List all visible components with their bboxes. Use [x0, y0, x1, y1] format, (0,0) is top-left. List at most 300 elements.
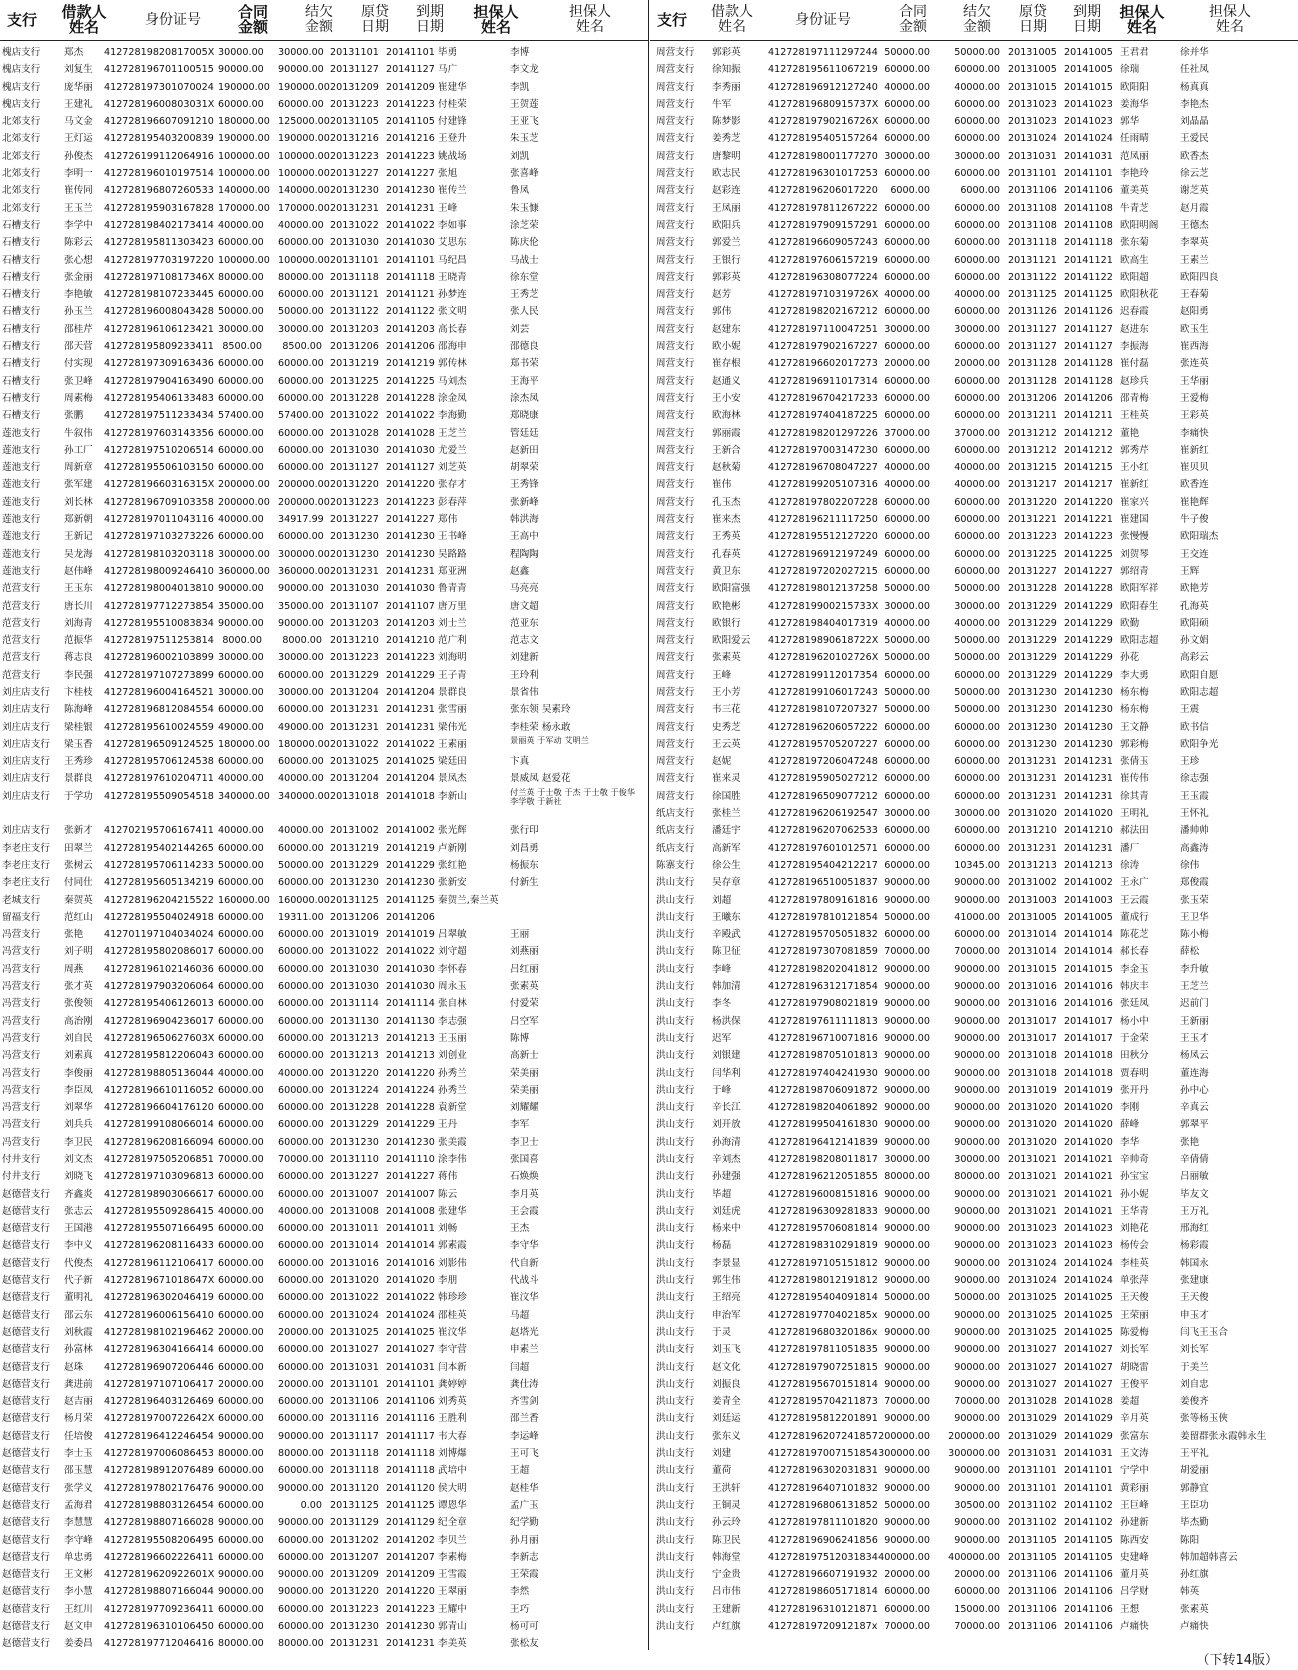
table-row	[650, 1030, 1298, 1047]
cell-branch: 洪山支行	[656, 1378, 695, 1390]
cell-loan-date: 20131101	[330, 47, 379, 58]
cell-branch: 李老庄支行	[2, 877, 50, 889]
cell-guarantor-2: 王杰	[510, 1223, 530, 1235]
cell-branch: 赵德营支行	[2, 1448, 50, 1460]
cell-guarantor-2: 赵桂华	[510, 1482, 539, 1494]
cell-balance: 20000.00	[954, 1569, 1000, 1581]
table-row	[650, 632, 1298, 649]
cell-borrower: 刘银建	[712, 1050, 741, 1062]
cell-branch: 洪山支行	[656, 1292, 695, 1304]
cell-id-number: 412728197904163490	[104, 375, 214, 387]
cell-id-number: 412728199108066014	[104, 1119, 214, 1131]
cell-balance: 60000.00	[278, 1361, 324, 1373]
table-row	[0, 442, 648, 459]
cell-borrower: 史秀芝	[712, 721, 741, 733]
cell-balance: 90000.00	[954, 1032, 1000, 1044]
cell-borrower: 陈海峰	[64, 704, 93, 716]
cell-branch: 洪山支行	[656, 1240, 695, 1252]
cell-branch: 赵德营支行	[2, 1517, 50, 1529]
cell-guarantor-2: 牛子俊	[1180, 514, 1209, 526]
cell-guarantor-1: 郝法田	[1120, 825, 1149, 837]
cell-borrower: 崔伟	[712, 479, 732, 491]
cell-guarantor-1: 张富东	[1120, 1430, 1149, 1442]
cell-loan-date: 20131106	[330, 1396, 379, 1408]
cell-due-date: 20141227	[386, 514, 435, 526]
cell-borrower: 崔传同	[64, 185, 93, 197]
cell-contract-amount: 90000.00	[884, 1378, 930, 1390]
cell-due-date: 20141209	[386, 1569, 435, 1581]
cell-guarantor-1: 陈云	[438, 1188, 458, 1200]
cell-guarantor-2: 孔海英	[1180, 600, 1209, 612]
cell-id-number: 412728197703197220	[104, 254, 214, 266]
cell-guarantor-1: 孙秀兰	[438, 1067, 467, 1079]
cell-id-number: 412728198107207327	[768, 704, 878, 716]
cell-loan-date: 20131118	[330, 1448, 379, 1460]
cell-borrower: 邵玉慧	[64, 1465, 93, 1477]
cell-loan-date: 20131231	[330, 721, 379, 733]
cell-guarantor-1: 郭彩梅	[1120, 738, 1149, 750]
cell-borrower: 孙云玲	[712, 1517, 741, 1529]
cell-loan-date: 20131027	[330, 1344, 379, 1356]
cell-branch: 范营支行	[2, 583, 41, 595]
cell-due-date: 20141229	[1064, 617, 1113, 629]
cell-due-date: 20141203	[386, 617, 435, 629]
cell-due-date: 20141023	[1064, 1223, 1113, 1235]
cell-guarantor-1: 欧阳阳	[1120, 81, 1149, 93]
cell-borrower: 孔春英	[712, 548, 741, 560]
cell-due-date: 20141216	[386, 133, 435, 145]
cell-contract-amount: 60000.00	[218, 981, 264, 993]
cell-guarantor-1: 郑伟	[438, 514, 458, 526]
cell-branch: 周营支行	[656, 116, 695, 128]
table-row	[650, 1376, 1298, 1393]
cell-contract-amount: 180000.00	[218, 738, 270, 750]
cell-guarantor-2: 孙文娟	[1180, 635, 1209, 647]
cell-guarantor-1: 尤爱兰	[438, 444, 467, 456]
table-row	[0, 1220, 648, 1237]
cell-branch: 赵德营支行	[2, 1378, 50, 1390]
cell-due-date: 20141105	[1064, 1534, 1113, 1546]
cell-balance: 90000.00	[954, 1482, 1000, 1494]
cell-guarantor-1: 崔汶华	[438, 1326, 467, 1338]
cell-due-date: 20141230	[1064, 738, 1113, 750]
cell-id-number: 412728196208116433	[104, 1240, 214, 1252]
cell-branch: 周营支行	[656, 496, 695, 508]
cell-borrower: 陈梦影	[712, 116, 741, 128]
cell-id-number: 412728195405157264	[768, 133, 878, 145]
cell-borrower: 郑新朝	[64, 514, 93, 526]
cell-due-date: 20141229	[386, 669, 435, 681]
cell-branch: 周营支行	[656, 219, 695, 231]
table-row	[650, 649, 1298, 666]
cell-loan-date: 20131212	[1008, 427, 1057, 439]
cell-balance: 60000.00	[278, 98, 324, 110]
cell-balance: 60000.00	[954, 271, 1000, 283]
cell-loan-date: 20131224	[330, 1084, 379, 1096]
cell-branch: 周营支行	[656, 185, 695, 197]
cell-borrower: 王云英	[712, 738, 741, 750]
cell-id-number: 412728195605134219	[104, 877, 214, 889]
cell-balance: 90000.00	[954, 1517, 1000, 1529]
cell-due-date: 20141212	[1064, 444, 1113, 456]
cell-borrower: 王国港	[64, 1223, 93, 1235]
cell-guarantor-1: 王桂英	[1120, 410, 1149, 422]
table-row	[0, 61, 648, 78]
table-row	[0, 546, 648, 563]
cell-loan-date: 20131230	[330, 548, 379, 560]
table-row	[650, 1047, 1298, 1064]
cell-guarantor-1: 王素丽	[438, 738, 467, 750]
cell-loan-date: 20131213	[330, 1050, 379, 1062]
cell-id-number: 412728196309281833	[768, 1205, 878, 1217]
cell-branch: 老城支行	[2, 894, 41, 906]
cell-loan-date: 20131223	[330, 98, 379, 110]
cell-contract-amount: 30000.00	[218, 47, 264, 58]
cell-loan-date: 20131023	[1008, 116, 1057, 128]
cell-loan-date: 20131028	[1008, 1396, 1057, 1408]
cell-id-number: 412728197003147230	[768, 444, 878, 456]
table-row	[0, 252, 648, 269]
cell-guarantor-1: 姚战场	[438, 150, 467, 162]
cell-balance: 60000.00	[278, 1275, 324, 1287]
cell-loan-date: 20131101	[1008, 1482, 1057, 1494]
cell-id-number: 412728196212051855	[768, 1171, 878, 1183]
table-row	[650, 1514, 1298, 1531]
cell-borrower: 孙工厂	[64, 444, 93, 456]
cell-balance: 30000.00	[954, 808, 1000, 820]
cell-borrower: 刘晓飞	[64, 1171, 93, 1183]
cell-borrower: 王小芳	[712, 686, 741, 698]
table-row	[0, 1583, 648, 1600]
cell-guarantor-2: 郭翠平	[1180, 1119, 1209, 1131]
cell-borrower: 邵桂芹	[64, 323, 93, 335]
cell-due-date: 20141101	[386, 47, 435, 58]
cell-borrower: 刘开放	[712, 1119, 741, 1131]
cell-guarantor-2: 崔贝贝	[1180, 462, 1209, 474]
cell-contract-amount: 30000.00	[884, 1154, 930, 1165]
cell-loan-date: 20131229	[330, 859, 379, 871]
cell-guarantor-2: 吕丽敏	[1180, 1171, 1209, 1183]
cell-loan-date: 20131127	[330, 64, 379, 76]
cell-balance: 50000.00	[954, 635, 1000, 647]
cell-guarantor-1: 刘影伟	[438, 1257, 467, 1269]
cell-balance: 90000.00	[954, 1015, 1000, 1027]
cell-guarantor-1: 李怀春	[438, 963, 467, 975]
cell-balance: 30000.00	[954, 600, 1000, 612]
table-row	[0, 459, 648, 476]
cell-borrower: 张艳	[64, 929, 84, 941]
cell-balance: 15000.00	[954, 1603, 1000, 1615]
cell-guarantor-1: 马刘杰	[438, 375, 467, 387]
cell-guarantor-1: 孙梦连	[438, 289, 467, 301]
cell-balance: 50000.00	[954, 583, 1000, 595]
cell-loan-date: 20131031	[330, 1361, 379, 1373]
table-row	[0, 995, 648, 1012]
table-row	[0, 373, 648, 390]
table-row	[650, 943, 1298, 960]
cell-balance: 100000.00	[278, 168, 330, 180]
cell-loan-date: 20131020	[1008, 1136, 1057, 1148]
cell-borrower: 李学中	[64, 219, 93, 231]
cell-balance: 90000.00	[278, 583, 324, 595]
cell-branch: 莲池支行	[2, 548, 41, 560]
table-header-left	[0, 0, 648, 41]
table-row	[650, 321, 1298, 338]
cell-guarantor-2: 王臣功	[1180, 1499, 1209, 1511]
cell-balance: 60000.00	[954, 738, 1000, 750]
cell-balance: 180000.00	[278, 738, 330, 750]
cell-contract-amount: 60000.00	[884, 202, 930, 214]
cell-balance: 34917.99	[278, 514, 324, 526]
cell-branch: 周营支行	[656, 635, 695, 647]
cell-balance: 80000.00	[954, 1171, 1000, 1183]
cell-loan-date: 20131228	[1008, 583, 1057, 595]
cell-balance: 60000.00	[954, 392, 1000, 404]
table-row	[650, 61, 1298, 78]
cell-due-date: 20141020	[1064, 1136, 1113, 1148]
table-row	[650, 546, 1298, 563]
cell-borrower: 姜青全	[712, 1396, 741, 1408]
cell-due-date: 20141230	[1064, 721, 1113, 733]
cell-loan-date: 20131018	[1008, 1050, 1057, 1062]
cell-guarantor-1: 张自林	[438, 998, 467, 1010]
cell-balance: 0.00	[300, 1499, 322, 1511]
cell-branch: 周营支行	[656, 686, 695, 698]
cell-id-number: 412728195509286415	[104, 1205, 214, 1217]
cell-branch: 冯营支行	[2, 1119, 41, 1131]
cell-loan-date: 20131202	[330, 1534, 379, 1546]
cell-loan-date: 20131016	[1008, 998, 1057, 1010]
cell-contract-amount: 90000.00	[884, 1067, 930, 1079]
cell-guarantor-1: 郭华	[1120, 116, 1140, 128]
cell-branch: 周营支行	[656, 323, 695, 335]
cell-contract-amount: 60000.00	[218, 1136, 264, 1148]
cell-borrower: 闫华利	[712, 1067, 741, 1079]
cell-loan-date: 20131209	[330, 81, 379, 93]
cell-loan-date: 20131007	[330, 1188, 379, 1200]
cell-balance: 60000.00	[278, 877, 324, 889]
cell-balance: 100000.00	[278, 254, 330, 266]
cell-branch: 刘庄店支行	[2, 721, 50, 733]
cell-id-number: 412728195404212217	[768, 859, 878, 871]
cell-id-number: 412728198912076489	[104, 1465, 214, 1477]
cell-id-number: 412728197811051835	[768, 1344, 878, 1356]
cell-loan-date: 20131108	[1008, 219, 1057, 231]
table-row	[0, 1099, 648, 1116]
cell-branch: 周营支行	[656, 202, 695, 214]
table-row	[0, 476, 648, 493]
cell-guarantor-1: 韦大春	[438, 1430, 467, 1442]
cell-guarantor-2: 唐文超	[510, 600, 539, 612]
cell-balance: 60000.00	[278, 1050, 324, 1062]
table-row	[650, 390, 1298, 407]
cell-borrower: 崔来灵	[712, 773, 741, 785]
cell-branch: 周营支行	[656, 133, 695, 145]
cell-contract-amount: 60000.00	[218, 1102, 264, 1114]
cell-branch: 周营支行	[656, 168, 695, 180]
cell-contract-amount: 90000.00	[884, 1465, 930, 1477]
cell-id-number: 41272819790216726X	[768, 116, 879, 128]
cell-loan-date: 20131121	[330, 289, 379, 301]
cell-balance: 60000.00	[954, 254, 1000, 266]
cell-balance: 60000.00	[954, 410, 1000, 422]
cell-due-date: 20141211	[1064, 410, 1113, 422]
table-row	[650, 286, 1298, 303]
cell-id-number: 412728198404017319	[768, 617, 878, 629]
cell-loan-date: 20131019	[1008, 1084, 1057, 1096]
cell-guarantor-2: 王荣霞	[510, 1569, 539, 1581]
cell-balance: 20000.00	[278, 1378, 324, 1390]
cell-id-number: 412728196907206446	[104, 1361, 214, 1373]
table-row	[650, 719, 1298, 736]
cell-guarantor-2: 胡翠荣	[510, 462, 539, 474]
cell-id-number: 412728197610204711	[104, 773, 214, 785]
cell-balance: 40000.00	[954, 289, 1000, 301]
cell-contract-amount: 49000.00	[218, 721, 264, 733]
cell-id-number: 41272819720912187x	[768, 1621, 878, 1633]
cell-loan-date: 20131030	[330, 583, 379, 595]
cell-balance: 60000.00	[278, 1551, 324, 1563]
cell-borrower: 陈卫征	[712, 946, 741, 958]
cell-balance: 60000.00	[954, 306, 1000, 318]
cell-contract-amount: 90000.00	[884, 1326, 930, 1338]
cell-balance: 400000.00	[948, 1551, 1000, 1563]
cell-branch: 槐店支行	[2, 98, 41, 110]
cell-balance: 60000.00	[954, 721, 1000, 733]
table-row	[650, 978, 1298, 995]
cell-borrower: 于学功	[64, 790, 93, 802]
cell-balance: 90000.00	[278, 1482, 324, 1494]
cell-id-number: 412728196304166414	[104, 1344, 214, 1356]
cell-guarantor-1: 郭秀芹	[1120, 444, 1149, 456]
cell-contract-amount: 60000.00	[218, 375, 264, 387]
table-row	[650, 1082, 1298, 1099]
cell-due-date: 20141025	[1064, 1309, 1113, 1321]
cell-contract-amount: 90000.00	[884, 1084, 930, 1096]
table-row	[0, 667, 648, 684]
cell-branch: 周营支行	[656, 790, 695, 802]
cell-contract-amount: 70000.00	[884, 1621, 930, 1633]
cell-due-date: 20141005	[1064, 64, 1113, 76]
cell-contract-amount: 60000.00	[218, 669, 264, 681]
cell-borrower: 潘廷宇	[712, 825, 741, 837]
cell-id-number: 41272819620102726X	[768, 652, 879, 664]
cell-contract-amount: 100000.00	[218, 254, 270, 266]
cell-borrower: 郭生伟	[712, 1275, 741, 1287]
cell-guarantor-1: 张文明	[438, 306, 467, 318]
cell-guarantor-1: 韩珍珍	[438, 1292, 467, 1304]
cell-loan-date: 20131106	[1008, 1603, 1057, 1615]
cell-branch: 北郊支行	[2, 133, 41, 145]
cell-balance: 80000.00	[278, 1638, 324, 1650]
cell-loan-date: 20131101	[1008, 1465, 1057, 1477]
table-row	[650, 1480, 1298, 1497]
cell-loan-date: 20131229	[1008, 617, 1057, 629]
cell-balance: 30000.00	[278, 323, 324, 335]
cell-guarantor-2: 荣美丽	[510, 1067, 539, 1079]
cell-guarantor-1: 赵进东	[1120, 323, 1149, 335]
cell-branch: 北郊支行	[2, 168, 41, 180]
cell-borrower: 秦贺英	[64, 894, 93, 906]
cell-branch: 周营支行	[656, 756, 695, 768]
cell-balance: 50000.00	[954, 652, 1000, 664]
cell-balance: 60000.00	[278, 998, 324, 1010]
table-row	[0, 269, 648, 286]
cell-guarantor-1: 刘士兰	[438, 617, 467, 629]
cell-borrower: 张心想	[64, 254, 93, 266]
cell-due-date: 20141025	[1064, 1292, 1113, 1304]
cell-due-date: 20141229	[1064, 635, 1113, 647]
cell-borrower: 王曦东	[712, 911, 741, 923]
cell-contract-amount: 90000.00	[884, 894, 930, 906]
cell-contract-amount: 60000.00	[884, 1586, 930, 1598]
cell-balance: 170000.00	[278, 202, 330, 214]
cell-id-number: 412728196008151816	[768, 1188, 878, 1200]
cell-loan-date: 20131108	[1008, 202, 1057, 214]
cell-balance: 90000.00	[954, 981, 1000, 993]
cell-loan-date: 20131216	[330, 133, 379, 145]
cell-loan-date: 20131106	[1008, 1586, 1057, 1598]
cell-guarantor-2: 李月英	[510, 1188, 539, 1200]
cell-loan-date: 20131014	[1008, 946, 1057, 958]
cell-due-date: 20141231	[1064, 756, 1113, 768]
cell-due-date: 20141030	[386, 981, 435, 993]
table-row	[650, 269, 1298, 286]
cell-loan-date: 20131118	[1008, 237, 1057, 249]
cell-loan-date: 20131116	[330, 1413, 379, 1425]
cell-loan-date: 20131022	[330, 1292, 379, 1304]
cell-branch: 莲池支行	[2, 514, 41, 526]
table-row	[0, 390, 648, 407]
table-row	[650, 217, 1298, 234]
cell-loan-date: 20131021	[1008, 1171, 1057, 1183]
cell-due-date: 20141210	[386, 635, 435, 647]
cell-due-date: 20141220	[386, 1586, 435, 1598]
cell-id-number: 412728195705051832	[768, 929, 878, 941]
cell-due-date: 20141231	[1064, 842, 1113, 854]
cell-guarantor-2: 孟广玉	[510, 1499, 539, 1511]
cell-guarantor-2: 李卫士	[510, 1136, 539, 1148]
cell-contract-amount: 60000.00	[884, 565, 930, 577]
cell-id-number: 412728197802176476	[104, 1482, 214, 1494]
table-row	[650, 200, 1298, 217]
table-row	[0, 1082, 648, 1099]
cell-guarantor-1: 王子青	[438, 669, 467, 681]
cell-guarantor-1: 欧阳军祥	[1120, 583, 1159, 595]
cell-branch: 范营支行	[2, 635, 41, 647]
cell-balance: 60000.00	[278, 375, 324, 387]
table-row	[650, 1134, 1298, 1151]
cell-due-date: 20141231	[386, 202, 435, 214]
cell-balance: 90000.00	[954, 894, 1000, 906]
cell-guarantor-1: 董月英	[1120, 1569, 1149, 1581]
cell-due-date: 20141025	[386, 1326, 435, 1338]
cell-id-number: 412728197404241930	[768, 1067, 878, 1079]
cell-loan-date: 20131130	[330, 1015, 379, 1027]
cell-balance: 90000.00	[954, 1361, 1000, 1373]
cell-due-date: 20141225	[1064, 548, 1113, 560]
cell-balance: 60000.00	[278, 1240, 324, 1252]
cell-contract-amount: 90000.00	[218, 583, 264, 595]
cell-contract-amount: 60000.00	[218, 531, 264, 543]
cell-borrower: 李俊丽	[64, 1067, 93, 1079]
cell-branch: 洪山支行	[656, 1257, 695, 1269]
cell-branch: 石槽支行	[2, 254, 41, 266]
table-row	[650, 459, 1298, 476]
cell-contract-amount: 180000.00	[218, 116, 270, 128]
table-row	[650, 476, 1298, 493]
cell-loan-date: 20131105	[1008, 1551, 1057, 1563]
